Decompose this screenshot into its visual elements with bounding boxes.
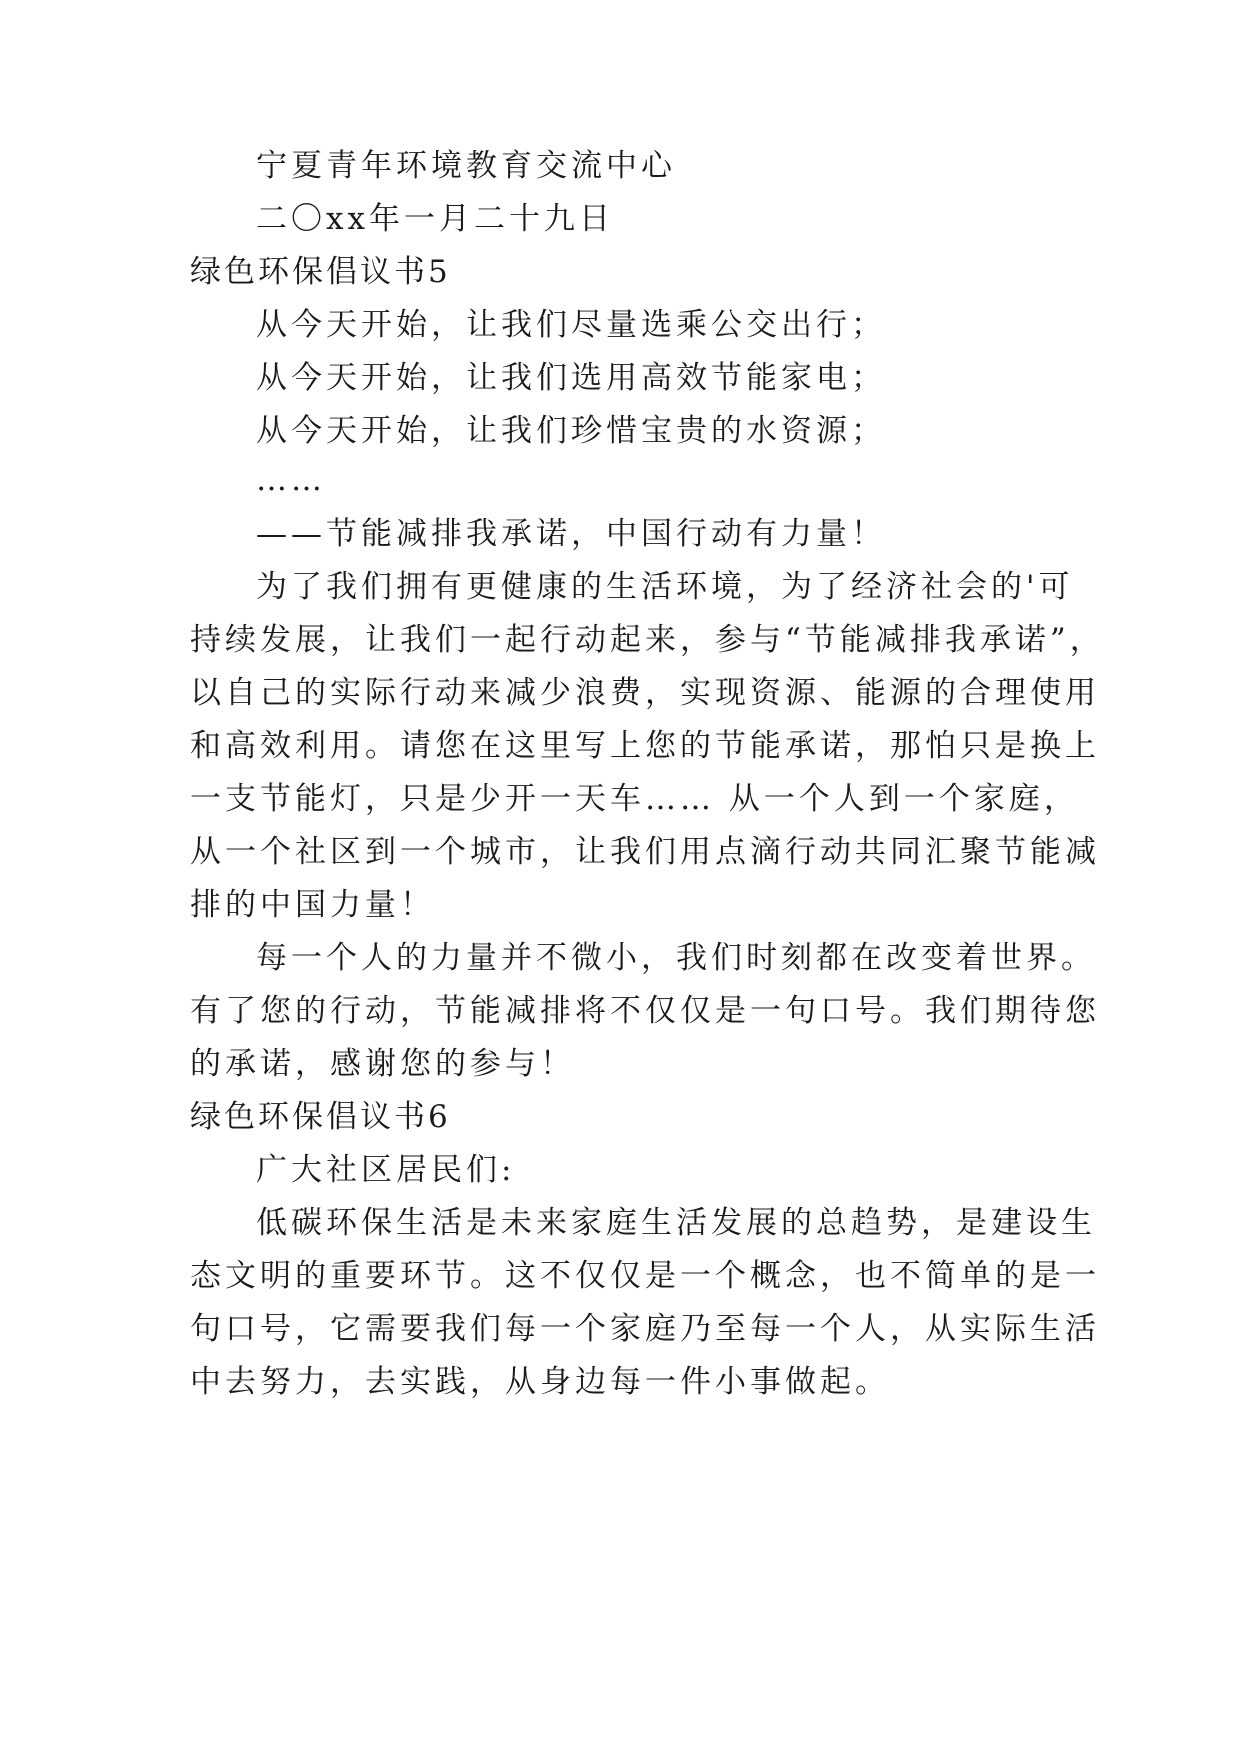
paragraph-line: 以自己的实际行动来减少浪费，实现资源、能源的合理使用 [190, 675, 1100, 711]
section-title-6: 绿色环保倡议书6 [190, 1099, 451, 1135]
paragraph-line: 态文明的重要环节。这不仅仅是一个概念，也不简单的是一 [190, 1258, 1100, 1294]
section-title-5: 绿色环保倡议书5 [190, 254, 451, 290]
paragraph-line: 每一个人的力量并不微小，我们时刻都在改变着世界。 [256, 940, 1096, 976]
paragraph-line: 低碳环保生活是未来家庭生活发展的总趋势，是建设生 [256, 1205, 1096, 1241]
paragraph-line: 从一个社区到一个城市，让我们用点滴行动共同汇聚节能减 [190, 834, 1100, 870]
pledge-line: 从今天开始，让我们选用高效节能家电； [256, 360, 886, 396]
pledge-line: 从今天开始，让我们珍惜宝贵的水资源； [256, 413, 886, 449]
paragraph-line: 有了您的行动，节能减排将不仅仅是一句口号。我们期待您 [190, 993, 1100, 1029]
signature-date: 二〇xx年一月二十九日 [256, 201, 614, 237]
organization-signature: 宁夏青年环境教育交流中心 [256, 148, 676, 184]
paragraph-line: 中去努力，去实践，从身边每一件小事做起。 [190, 1364, 890, 1400]
ellipsis-line: …… [256, 462, 326, 498]
paragraph-line: 的承诺，感谢您的参与！ [190, 1046, 575, 1082]
greeting-line: 广大社区居民们: [256, 1152, 516, 1188]
paragraph-line: 持续发展，让我们一起行动起来，参与“节能减排我承诺”， [190, 622, 1105, 658]
paragraph-line: 和高效利用。请您在这里写上您的节能承诺，那怕只是换上 [190, 728, 1100, 764]
paragraph-line: 句口号，它需要我们每一个家庭乃至每一个人，从实际生活 [190, 1311, 1100, 1347]
slogan-line: ——节能减排我承诺，中国行动有力量！ [256, 516, 886, 552]
paragraph-line: 排的中国力量！ [190, 887, 435, 923]
paragraph-line: 一支节能灯，只是少开一天车…… 从一个人到一个家庭， [190, 781, 1079, 817]
paragraph-line: 为了我们拥有更健康的生活环境，为了经济社会的'可 [256, 569, 1074, 605]
pledge-line: 从今天开始，让我们尽量选乘公交出行； [256, 307, 886, 343]
